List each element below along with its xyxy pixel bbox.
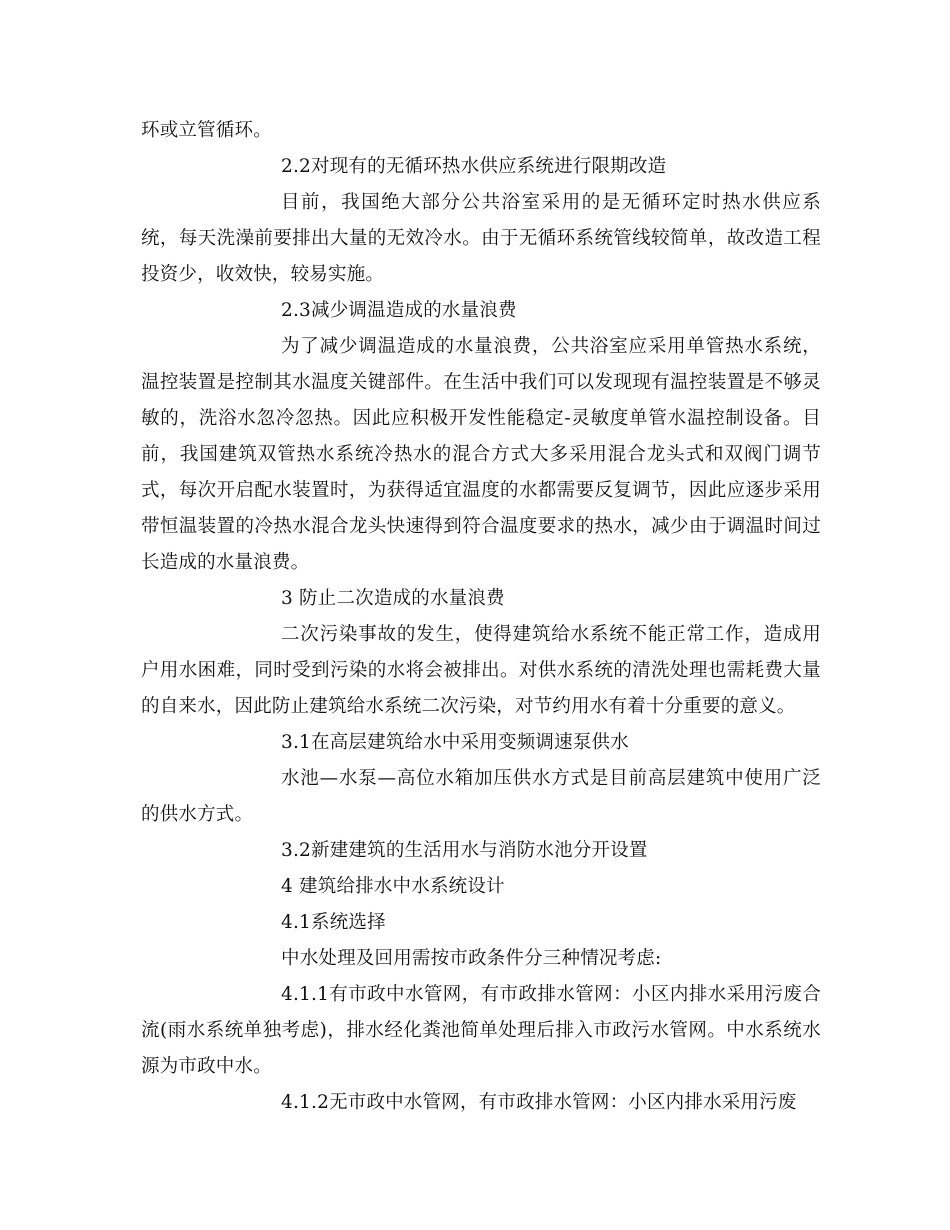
section-heading-4: 4 建筑给排水中水系统设计 xyxy=(281,876,505,897)
section-heading-2-3: 2.3减少调温造成的水量浪费 xyxy=(281,300,517,321)
body-paragraph: 水池—水泵—高位水箱加压供水方式是目前高层建筑中使用广泛的供水方式。 xyxy=(141,768,821,825)
continuation-paragraph: 环或立管循环。 xyxy=(141,120,272,141)
section-heading-3-2: 3.2新建建筑的生活用水与消防水池分开设置 xyxy=(281,840,648,861)
body-paragraph: 中水处理及回用需按市政条件分三种情况考虑: xyxy=(281,948,662,969)
document-body xyxy=(141,113,821,1121)
section-heading-3-1: 3.1在高层建筑给水中采用变频调速泵供水 xyxy=(281,732,629,753)
section-heading-4-1: 4.1系统选择 xyxy=(281,912,386,933)
body-paragraph: 4.1.1有市政中水管网，有市政排水管网：小区内排水采用污废合流(雨水系统单独考虑)，排水经化粪池简单处理后排入市政污水管网。中水系统水源为市政中水。 xyxy=(141,984,821,1077)
body-paragraph: 为了减少调温造成的水量浪费，公共浴室应采用单管热水系统，温控装置是控制其水温度关键部件。在生活中我们可以发现现有温控装置是不够灵敏的，洗浴水忽冷忽热。因此应积极开发性能稳定-灵敏度单管水温控制设备。目前，我国建筑双管热水系统冷热水的混合方式大多采用混合龙头式和双阀门调节式，每次开启配水装置时，为获得适宜温度的水都需要反复调节，因此应逐步采用带恒温装置的冷热水混合龙头快速得到符合温度要求的热水，减少由于调温时间过长造成的水量浪费。 xyxy=(141,336,821,573)
section-heading-3: 3 防止二次造成的水量浪费 xyxy=(281,588,505,609)
body-paragraph: 目前，我国绝大部分公共浴室采用的是无循环定时热水供应系统，每天洗澡前要排出大量的无效冷水。由于无循环系统管线较简单，故改造工程投资少，收效快，较易实施。 xyxy=(141,192,821,285)
section-heading-2-2: 2.2对现有的无循环热水供应系统进行限期改造 xyxy=(281,156,667,177)
body-paragraph: 4.1.2无市政中水管网，有市政排水管网：小区内排水采用污废 xyxy=(281,1092,797,1113)
body-paragraph: 二次污染事故的发生，使得建筑给水系统不能正常工作，造成用户用水困难，同时受到污染的水将会被排出。对供水系统的清洗处理也需耗费大量的自来水，因此防止建筑给水系统二次污染，对节约用水有着十分重要的意义。 xyxy=(141,624,821,717)
